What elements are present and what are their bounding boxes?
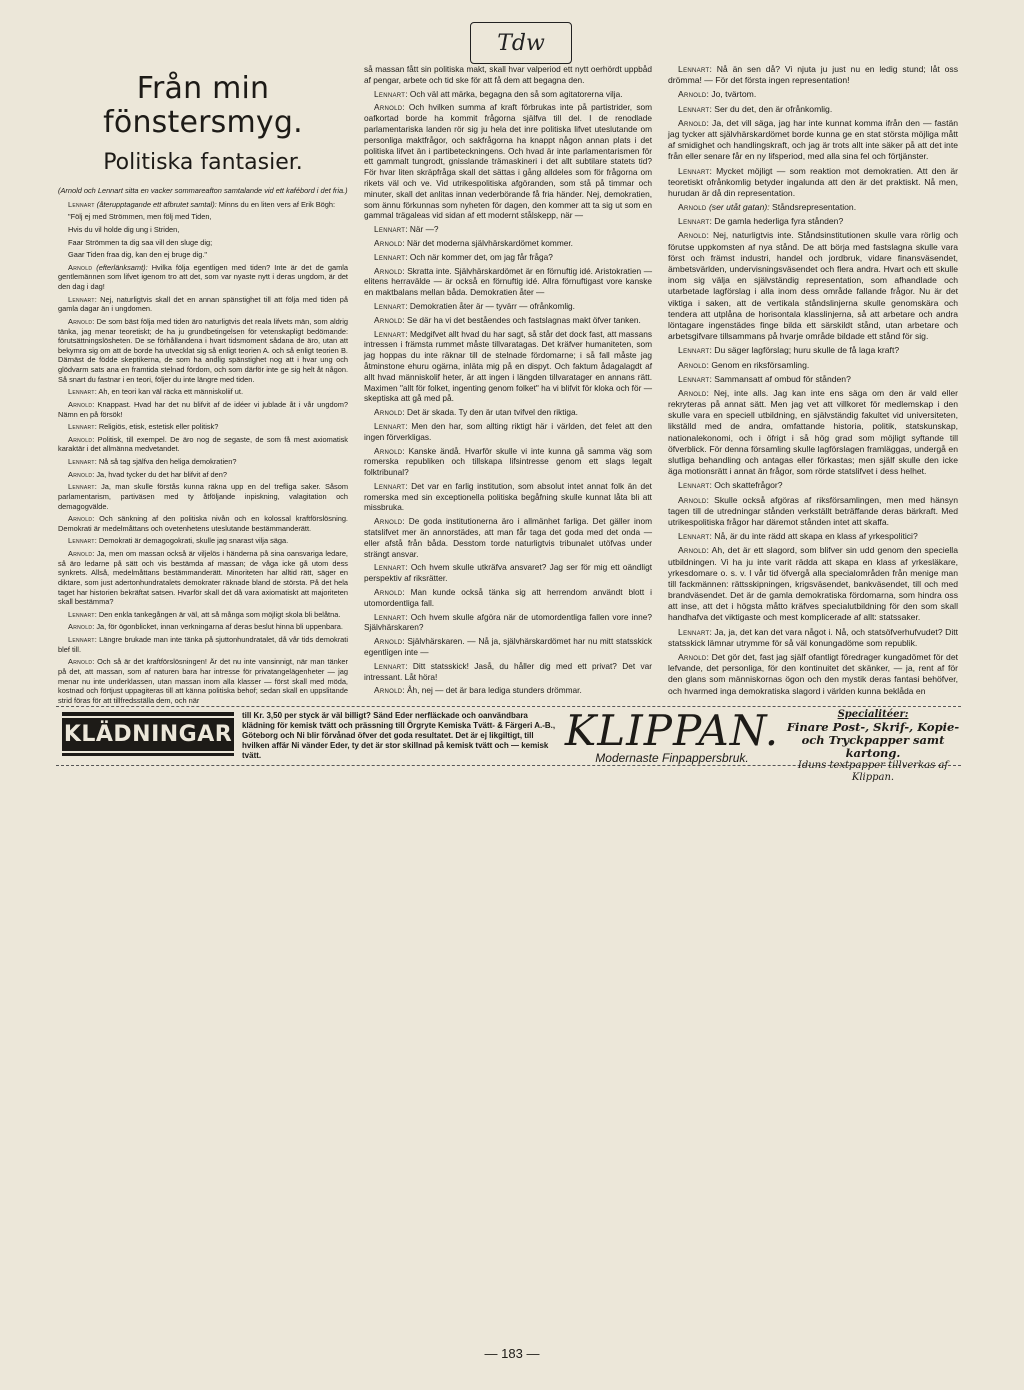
dialogue-paragraph: Lennart: Och skattefrågor? — [678, 480, 783, 491]
dialogue-text: De gamla hederliga fyra stånden? — [714, 216, 844, 227]
dialogue-text: Genom en riksförsamling. — [711, 359, 810, 370]
dialogue-text: Ja, hvad tycker du det har blifvit af den? — [96, 469, 228, 479]
speaker-name: Lennart — [68, 422, 95, 432]
dialogue-text: De som bäst följa med tiden äro naturligtvis det reala lifvets män, som aldrig tänka, jag menar teoretiskt; de ha ju grundbetingelsen för vetenskapligt bedömande: förutsättningslösheten. De se förhållandena i hvart tidsmoment sådana de äro, utan att bekymra sig om att de borde ha utvecklat sig så enligt teorien A. och så enligt teorien B. Därnäst de födde skeptikerna, de som ha andlig spänstighet nog att i hvar ung och glödvarm sats ana en framtida stelnad fördom, och som därför inte ge sig helt åt någon. Så snart du fastnar i en teori, följer du inte längre med tiden. — [58, 316, 348, 384]
dialogue-text: så massan fått sin politiska makt, skall hvar valperiod ett nytt oerhördt uppbåd af pengar, arbete och tid ske för att få dem att begagna den. — [364, 64, 652, 85]
dialogue-text: Hvilka följa egentligen med tiden? Inte är det de gamla gentlemännen som lifvet igenom tro att det, som var nyaste nytt i deras ungdom, är det den dag i dag! — [58, 262, 348, 291]
speaker-name: Lennart — [374, 328, 406, 339]
speaker-name: Arnold — [374, 445, 403, 456]
ad-klippan-specialities — [784, 709, 962, 784]
speaker-name: Arnold — [68, 316, 93, 326]
speaker-name: Arnold — [374, 314, 403, 325]
dialogue-text: Ah, det är ett slagord, som blifver sin udd genom den speciella utbildningen. Vi ha ju inte varit rädda att skapa en klass af yrkesläkare, yrkesdomare o. s. v. I vår tid öfvergå alla specialområden från menige man till fackmännen: rättsskipningen, krigsväsendet, bankväsendet, till och med brandväsendet. Det är de gamla demokratiska fördomarna, som hindra oss att inse, att det i högsta måtto kräfves specialutbildning för den som skall handhafva det viktigaste och mest komplicerade af allt: statssaker. — [668, 545, 958, 623]
dialogue-paragraph: Arnold: Kanske ändå. Hvarför skulle vi inte kunna gå samma väg som romerska republiken och tillskapa lifsintresse genom ett slags legalt folktribunal? — [364, 445, 652, 478]
speaker-name: Arnold — [68, 262, 93, 272]
dialogue-text: Medgifvet allt hvad du har sagt, så står det dock fast, att massans intressen i främsta rummet måste tillvaratagas. Det kräfver humaniteten, som jag hoppas du inte räknar till de stelnade fördomarne; i så fall måste jag åtminstone ehuru ogärna, inläta mig på en dispyt. Och faktum ådagalagdt af allt hvad människolif heter, är att ingen i längden tillvaratager en annans rätt. Maximen "allt för folket, ingenting genom folket" ha vi blifvit för kloka och för — skeptiska att gå med på. — [364, 328, 652, 404]
dialogue-paragraph: Arnold: Ja, det vill säga, jag har inte kunnat komma ifrån den — fastän jag tycker att självhärskardömet borde kunna ge en stat största möjliga mått af smidighet och handlingskraft, och jag är trots allt inte säker på att det inte från eller senare får en ny lifsperiod, med alla sina fel och förtjänster. — [668, 117, 959, 162]
speaker-name: Arnold — [678, 230, 707, 241]
speaker-name: Arnold — [678, 89, 707, 100]
advertisement-strip — [56, 706, 961, 783]
dialogue-text: Och väl att märka, begagna den så som agitatorerna vilja. — [409, 88, 623, 99]
dialogue-paragraph: Lennart: Nå än sen då? Vi njuta ju just nu en ledig stund; låt oss drömma! — För det första ingen representation! — [668, 64, 958, 86]
dialogue-text: Demokrati är demagogokrati, skulle jag snarast vilja säga. — [98, 536, 289, 546]
dialogue-text: Skulle också afgöras af riksförsamlingen, men med hänsyn tagen till de utredningar stånden verkställt beträffande deras bärkraft. Med utrikespolitiska frågor har däremot stånden intet att skaffa. — [668, 494, 959, 527]
speaker-name: Lennart — [678, 165, 710, 176]
dialogue-paragraph: Arnold: Nej, naturligtvis inte. Ståndsinstitutionen skulle vara rörlig och förutse uppkomsten af nya stånd. De att börja med fastslagna skulle vara först och främst industri, handel och jordbruk, vidare finansväsendet, ämbetsvärlden, undervisningsväsendet och flera andra. Hvart och ett skulle inom sig välja en självständig representation, som afhandlade och utarbetade lagförslag i alla inom dess område fallande frågor. Nu är det viktiga i saken, att de vertikala ståndslinjerna skulle genomskära och tendera att utplåna de horisontala klasslinjerna, så att arbetare och andra löntagare ingenstädes finge bilda ett särskildt stånd, utan arbetare och arbetsgifvare tillsammans på hvarje område bildade ett stånd för sig. — [668, 230, 958, 342]
speaker-name: Lennart — [678, 103, 710, 114]
speaker-name: Arnold — [68, 399, 93, 409]
dialogue-paragraph: Arnold: De som bäst följa med tiden äro naturligtvis det reala lifvets män, som aldrig tänka, jag menar teoretiskt; de ha ju grundbetingelsen för vetenskapligt bedömande: förutsättningslösheten. De se förhållandena i hvart tidsmoment sådana de äro, utan att bekymra sig om att de borde ha utvecklat sig så enligt teorien A. och så enligt teorien B. Därnäst de födde skeptikerna, de som ha andlig spänstighet nog att i hvar ung och glödvarm sats ana en framtida stelnad fördom, och som därför inte ge sig helt åt någon. Så snart du fastnar i en teori, följer du inte längre med tiden. — [58, 316, 348, 384]
speaker-name: Lennart — [68, 482, 95, 492]
ad-klippan-subtitle: Modernaste Finpappersbruk. — [595, 751, 749, 765]
speaker-name: Lennart — [678, 480, 710, 491]
dialogue-paragraph: Arnold: Genom en riksförsamling. — [678, 359, 810, 370]
article-intro: (Arnold och Lennart sitta en vacker sommareafton samtalande vid ett kafébord i det fria.) — [58, 186, 348, 195]
dialogue-text: Och hvilken summa af kraft förbrukas inte på partistrider, som oafkortad borde ha kommit frågorna själfva till del. I de renodlade parlamentariska landen rör sig ju hela det inre politiska lifvet uteslutande om personliga maktfrågor, och sakfrågorna ha knappt någon annan plats i det politiska lifvet än i partibeteckningens. Och hvad är inte parlamentarismen för ett gammalt tungrodt, gnisslande trämaskineri i det allt subtilare statets tid? För hvar liten skräpfråga skall det sättas i gång alldeles som för frågorna om rikets väl och ve. Vid utrikespolitiska afgöranden, som stå på timmar och minuter, skall det anlitas innan vederbörande få fria händer. Nej, demokratien, som ännu förkunnas som nyheten för dagen, den kommer att ta sig ut som en gammal trägaleas vid sidan af ett modernt stålskepp, när — — [364, 102, 652, 221]
speaker-name: Arnold — [678, 202, 707, 213]
speaker-name: Arnold — [678, 117, 707, 128]
dialogue-paragraph: Lennart: Ah, en teori kan väl räcka ett människoliif ut. — [68, 387, 244, 397]
dialogue-text: Och när kommer det, om jag får fråga? — [409, 251, 553, 262]
dialogue-paragraph: Arnold: Det gör det, fast jag själf ofantligt föredrager kungadömet för det lefvande, det personliga, för den kontinuitet det skänker, — ja, rent af för den glans som människornas ögon och den mystik deras fantasi behöfver, och hvarmed inga demokratiska slagord i världen kunna beklåda en — [668, 652, 958, 696]
speaker-name: Lennart — [678, 531, 710, 542]
dialogue-text: Knappast. Hvad har det nu blifvit af de idéer vi jublade åt i vår ungdom? Nämn en på försök! — [58, 399, 348, 419]
speaker-name: Arnold — [374, 102, 403, 113]
dialogue-paragraph: Lennart: Men den har, som allting riktigt här i världen, det felet att den ingen förverkligas. — [364, 420, 652, 442]
dialogue-text: Och hvem skulle utkräfva ansvaret? Jag ser för mig ett oändligt perspektiv af riksrätter. — [364, 562, 652, 584]
dialogue-paragraph: Arnold: När det moderna självhärskardömet kommer. — [374, 237, 573, 248]
dialogue-text: Nej, naturligtvis skall det en annan spänstighet till att följa med tiden på gamla dagar än i ungdomen. — [58, 294, 348, 314]
dialogue-text: Ja, man skulle förstås kunna räkna upp en del trefliga saker. Såsom parlamentarism, partiväsen med ty åtföljande inpiskning, valagitation och demagogvälde. — [58, 482, 348, 511]
dialogue-text: Nå än sen då? Vi njuta ju just nu en ledig stund; låt oss drömma! — För det första ingen representation! — [668, 64, 958, 86]
verse-line: Hvis du vil holde dig ung i Striden, — [68, 224, 180, 234]
dialogue-text: Det var en farlig institution, som absolut intet annat folk än det romerska med sin exceptionella politiska begåfning skulle kunnat låta bli att missbruka. — [364, 480, 652, 513]
dialogue-paragraph: Lennart: Ja, ja, det kan det vara något i. Nå, och statsöfverhufvudet? Ditt statsskick lämnar utrymme för så väl konungadöme som republik. — [668, 626, 959, 648]
dialogue-paragraph: Arnold: Politisk, till exempel. De äro nog de segaste, de som få mest axiomatisk karaktär i det allmänna medvetandet. — [58, 434, 348, 454]
dialogue-text: Politisk, till exempel. De äro nog de segaste, de som få mest axiomatisk karaktär i det allmänna medvetandet. — [58, 434, 348, 454]
dialogue-paragraph: Lennart: Religiös, etisk, estetisk eller politisk? — [68, 422, 219, 432]
dialogue-paragraph: Arnold: Knappast. Hvad har det nu blifvit af de idéer vi jublade åt i vår ungdom? Nämn en på försök! — [58, 399, 348, 419]
dialogue-text: Och så är det kraftförslösningen! Är det nu inte vansinnigt, när man tänker på det, att massan, som af naturen bara har intresse för privatangelägenheter — jag menar nu inte underklassen, utan massan inom alla klasser — först skall med möda, kostnad och förtjust uppagiteras till att känna politiska behof; sedan skall en uppslitande strid föras för att tillfredsställa dem, och när — [58, 657, 349, 705]
dialogue-text: När —? — [409, 224, 439, 235]
dialogue-paragraph: Lennart: Ditt statsskick! Jaså, du håller dig med ett privat? Det var intressant. Låt höra! — [364, 660, 652, 682]
stage-direction: (återupptagande ett afbrutet samtal): — [96, 199, 217, 209]
speaker-name: Arnold — [68, 657, 93, 667]
speaker-name: Arnold — [678, 359, 707, 370]
speaker-name: Arnold — [68, 514, 93, 524]
speaker-name: Lennart — [374, 611, 406, 622]
dialogue-text: Demokratien åter är — tyvärr — ofrånkomlig. — [409, 300, 575, 311]
dialogue-paragraph: Arnold: Jo, tvärtom. — [678, 89, 757, 100]
speaker-name: Lennart — [68, 294, 95, 304]
speaker-name: Lennart — [68, 387, 95, 397]
speaker-name: Lennart — [678, 373, 710, 384]
dialogue-paragraph: Lennart: Och hvem skulle utkräfva ansvaret? Jag ser för mig ett oändligt perspektiv af riksrätter. — [364, 562, 652, 584]
dialogue-paragraph: Arnold: Och så är det kraftförslösningen! Är det nu inte vansinnigt, när man tänker på det, att massan, som af naturen bara har intresse för privatangelägenheter — jag menar nu inte underklassen, utan massan inom alla klasser — först skall med möda, kostnad och förtjust uppagiteras till att känna politiska behof; sedan skall en uppslitande strid föras för att tillfredsställa dem, och när — [58, 657, 349, 705]
dialogue-text: Ja, det vill säga, jag har inte kunnat komma ifrån den — fastän jag tycker att självhärskardömet borde kunna ge en stat största möjliga mått af smidighet och handlingskraft, och jag är trots allt inte säker på att det inte från eller senare får en ny lifsperiod, med alla sina fel och förtjänster. — [668, 117, 959, 162]
dialogue-paragraph — [58, 200, 348, 210]
page-number: — 183 — — [484, 1346, 540, 1361]
speaker-name: Lennart — [678, 64, 710, 74]
speaker-name: Lennart — [374, 224, 406, 235]
dialogue-paragraph: Arnold: Åh, nej — det är bara lediga stunders drömmar. — [374, 685, 582, 696]
speaker-name: Lennart — [374, 480, 406, 491]
dialogue-paragraph: Lennart: Ser du det, den är ofrånkomlig. — [678, 103, 833, 114]
verse-line: Gaar Tiden fraa dig, kan den ej bruge dig." — [68, 250, 208, 260]
article-column-3 — [668, 64, 958, 700]
dialogue-block-2 — [364, 64, 652, 696]
speaker-name: Lennart — [678, 216, 710, 227]
dialogue-text: Man kunde också tänka sig att herrendom användt blott i utomordentliga fall. — [364, 587, 652, 608]
dialogue-text: Ditt statsskick! Jaså, du håller dig med ett privat? Det var intressant. Låt höra! — [364, 660, 652, 682]
dialogue-paragraph: Arnold: Se där ha vi det beståendes och fastslagnas makt öfver tanken. — [374, 314, 641, 325]
speaker-name: Arnold — [374, 265, 403, 276]
dialogue-text: Religiös, etisk, estetisk eller politisk? — [98, 422, 219, 432]
dialogue-paragraph: Lennart: De gamla hederliga fyra stånden? — [678, 216, 844, 227]
dialogue-text: Nej, naturligtvis inte. Ståndsinstitutionen skulle vara rörlig och förutse uppkomsten af nya stånd. De att börja med fastslagna skulle vara först och främst industri, handel och jordbruk, vidare finansväsendet, ämbetsvärlden, undervisningsväsendet och flera andra. Hvart och ett skulle inom sig välja en självständig representation, som afhandlade och utarbetade lagförslag i alla inom dess område fallande frågor. Nu är det viktiga i saken, att de vertikala ståndslinjerna skulle genomskära och tendera att utplåna de horisontala klasslinjerna, så att arbetare och andra löntagare ingenstädes finge bilda ett särskildt stånd, utan arbetare och arbetsgifvare tillsammans på hvarje område bildade ett stånd för sig. — [668, 230, 958, 342]
stage-direction: (ser utåt gatan): — [708, 202, 770, 213]
speaker-name: Lennart — [678, 345, 710, 356]
speaker-name: Lennart — [68, 199, 95, 209]
speaker-name: Arnold — [68, 469, 93, 479]
speaker-name: Lennart — [374, 88, 406, 99]
stage-direction: (efterlänksamt): — [96, 262, 148, 272]
speaker-name: Arnold — [68, 549, 93, 558]
dialogue-text: Ah, en teori kan väl räcka ett människoliif ut. — [98, 387, 244, 397]
signature-stamp — [470, 22, 572, 64]
speaker-name: Lennart — [374, 562, 406, 573]
dialogue-text: Självhärskaren. — Nå ja, självhärskardömet har nu mitt statsskick egentligen inte — — [364, 636, 652, 658]
dialogue-paragraph: Arnold: Ja, men om massan också är viljelös i händerna på sina oansvariga ledare, så äro ledarne på sätt och vis bestämda af massan; de våga icke gå utom dess synkrets. Allså, medelmåttans bestämmanderätt. Minoriteten har alltid rätt, säger en diktare, som just adertonhundratalets demokrater räknade bland de största. På det hela taget har historien bekräftat satsen. Hvarför skall det då vara axiomatiskt att majoriteten skall bestämma? — [58, 549, 348, 607]
speaker-name: Arnold — [678, 494, 707, 505]
dialogue-paragraph: Lennart: När —? — [374, 224, 439, 235]
speaker-name: Arnold — [68, 622, 93, 632]
speaker-name: Lennart — [374, 660, 406, 671]
speaker-name: Lennart — [68, 536, 95, 546]
dialogue-text: Åh, nej — det är bara lediga stunders drömmar. — [406, 685, 582, 696]
dialogue-text: Jo, tvärtom. — [711, 89, 757, 100]
dialogue-paragraph: Arnold: Man kunde också tänka sig att herrendom användt blott i utomordentliga fall. — [364, 587, 652, 608]
signature-text: Tdw — [497, 30, 545, 56]
speaker-name: Arnold — [678, 652, 707, 662]
dialogue-paragraph: Lennart: Ja, man skulle förstås kunna räkna upp en del trefliga saker. Såsom parlamentarism, partiväsen med ty åtföljande inpiskning, valagitation och demagogvälde. — [58, 482, 348, 511]
dialogue-text: Ja, för ögonblicket, innan verkningarna af deras beslut hinna bli uppenbara. — [96, 622, 343, 632]
dialogue-paragraph: Arnold: Och sänkning af den politiska nivån och en kolossal kraftförslösning. Demokrati är medelmåttans och ovetenhetens uteslutande bestämmanderätt. — [58, 514, 348, 533]
dialogue-paragraph — [58, 263, 348, 292]
dialogue-block-1 — [58, 200, 348, 706]
dialogue-text: Längre brukade man inte tänka på sjuttonhundratalet, då vår tids demokrati blef till. — [58, 635, 348, 654]
dialogue-paragraph: Lennart: Medgifvet allt hvad du har sagt, så står det dock fast, att massans intressen i främsta rummet måste tillvaratagas. Det kräfver humaniteten, som jag hoppas du inte räknar till de stelnade fördomarne; i så fall måste jag åtminstone ehuru ogärna, inläta mig på en dispyt. Och faktum ådagalagdt af allt hvad människolif heter, är att ingen i längden tillvaratager en annans rätt. Maximen "allt för folket, ingenting genom folket" ha vi blifvit för kloka och för — skeptiska att gå med på. — [364, 328, 652, 404]
speaker-name: Arnold — [678, 387, 707, 398]
speaker-name: Arnold — [374, 587, 403, 598]
dialogue-text: Du säger lagförslag; huru skulle de få laga kraft? — [714, 345, 900, 356]
dialogue-text: Det är skada. Ty den är utan tvifvel den riktiga. — [406, 407, 578, 418]
dialogue-paragraph: Arnold: Ja, hvad tycker du det har blifvit af den? — [68, 469, 228, 479]
ad-klippan-title: KLIPPAN. — [564, 706, 780, 755]
dialogue-text: Mycket möjligt — som reaktion mot demokratien. Att den är teoretiskt ofrånkomlig betyder ingalunda att den är det praktiskt. Nå men, hurudan är då din representation. — [668, 165, 958, 198]
speaker-name: Lennart — [374, 420, 406, 431]
dialogue-paragraph: Lennart: Nej, naturligtvis skall det en annan spänstighet till att följa med tiden på gamla dagar än i ungdomen. — [58, 294, 348, 314]
dialogue-paragraph: Arnold: Skulle också afgöras af riksförsamlingen, men med hänsyn tagen till de utredningar stånden verkställt beträffande deras bärkraft. Med utrikespolitiska frågor har däremot stånden intet att skaffa. — [668, 494, 959, 527]
dialogue-text: Nej, inte alls. Jag kan inte ens säga om den är vald eller rekryteras på annat sätt. Men jag vet att villkoret för medlemskap i den skulle vara en speciell utbildning, en självständig fakultet vid universiteten, likställd med de andra, omfattande historia, politik, statskunskap, nationalekonomi, och i öfrigt i så hög grad som möjligt syftande till öfverblick. För denna församling skulle lagförslagen framläggas, undergå en slutliga behandling och antagas eller förkastas; men själf skulle den icke äga motionsrätt i annat än frågor, som rörde statslifvet i dess helhet. — [668, 387, 958, 477]
ad-klippan — [564, 706, 780, 765]
speaker-name: Arnold — [374, 685, 403, 696]
speaker-name: Lennart — [68, 635, 95, 644]
article-column-1 — [58, 68, 348, 708]
dialogue-text: Skrattа inte. Självhärskardömet är en förnuftig idé. Aristokratien — elitens herravälde — är också en förnuftig idé. Allra förnuftigast vore kanske en maktbalans mellan båda. Demokratien åter — — [364, 265, 652, 298]
dialogue-paragraph — [364, 64, 652, 86]
dialogue-text: Och sänkning af den politiska nivån och en kolossal kraftförslösning. Demokrati är medelmåttans och ovetenhetens uteslutande bestämmanderätt. — [58, 514, 348, 533]
ad-specialities-heading: Specialitéer: — [837, 709, 909, 720]
dialogue-paragraph: Lennart: Demokrati är demagogokrati, skulle jag snarast vilja säga. — [68, 536, 289, 546]
verse-line: "Följ ej med Strömmen, men följ med Tiden, — [68, 212, 212, 222]
speaker-name: Arnold — [374, 516, 403, 527]
ad-kladningar-logo — [62, 712, 234, 756]
dialogue-paragraph — [668, 202, 958, 213]
ad-specialities-note: Iduns textpapper tillverkas af Klippan. — [797, 760, 949, 783]
verse-line: Faar Strömmen ta dig saa vill den sluge dig; — [68, 237, 213, 247]
dialogue-paragraph: Lennart: Demokratien åter är — tyvärr — ofrånkomlig. — [374, 300, 575, 311]
dialogue-paragraph: Arnold: Och hvilken summa af kraft förbrukas inte på partistrider, som oafkortad borde ha kommit frågorna själfva till del. I de renodlade parlamentariska landen rör sig ju hela det inre politiska lifvet uteslutande om personliga maktfrågor, och sakfrågorna ha knappt någon annan plats i det politiska lifvet än i partibeteckningens. Och hvad är inte parlamentarismen för ett gammalt tungrodt, gnisslande trämaskineri i det allt subtilare statets tid? För hvar liten skräpfråga skall det sättas i gång alldeles som för frågorna om rikets väl och ve. Vid utrikespolitiska afgöranden, som stå på timmar och minuter, skall det anlitas innan vederbörande få fria händer. Nej, demokratien, som ännu förkunnas som nyheten för dagen, den kommer att ta sig ut som en gammal trägaleas vid sidan af ett modernt stålskepp, när — — [364, 102, 652, 221]
speaker-name: Arnold — [678, 545, 707, 556]
speaker-name: Lennart — [374, 251, 406, 262]
dialogue-text: Men den har, som allting riktigt här i världen, det felet att den ingen förverkligas. — [364, 420, 652, 442]
article-subtitle: Politiska fantasier. — [103, 150, 303, 175]
dialogue-paragraph: Arnold: Nej, inte alls. Jag kan inte ens säga om den är vald eller rekryteras på annat sätt. Men jag vet att villkoret för medlemskap i den skulle vara en speciell utbildning, en självständig fakultet vid universiteten, likställd med de andra, omfattande historia, politik, statskunskap, nationalekonomi, och i öfrigt i så hög grad som möjligt syftande till öfverblick. För denna församling skulle lagförslagen framläggas, undergå en slutliga behandling och antagas eller förkastas; men själf skulle den icke äga motionsrätt i annat än frågor, som rörde statslifvet i dess helhet. — [668, 387, 958, 477]
dialogue-paragraph: Lennart: Du säger lagförslag; huru skulle de få laga kraft? — [678, 345, 900, 356]
dialogue-text: Ja, men om massan också är viljelös i händerna på sina oansvariga ledare, så äro ledarne på sätt och vis bestämda af massan; de våga icke gå utom dess synkrets. Allså, medelmåttans bestämmanderätt. Minoriteten har alltid rätt, säger en diktare, som just adertonhundratalets demokrater räknade bland de största. På det hela taget har historien bekräftat satsen. Hvarför skall det då vara axiomatiskt att majoriteten skall bestämma? — [58, 549, 348, 607]
speaker-name: Arnold — [374, 636, 403, 647]
speaker-name: Lennart — [68, 457, 95, 466]
dialogue-text: Kanske ändå. Hvarför skulle vi inte kunna gå samma väg som romerska republiken och tillskapa lifsintresse genom ett slags legalt folktribunal? — [364, 445, 652, 478]
dialogue-block-3 — [668, 64, 958, 697]
dialogue-paragraph: Arnold: Det är skada. Ty den är utan tvifvel den riktiga. — [374, 407, 578, 418]
dialogue-paragraph: Arnold: Ja, för ögonblicket, innan verkningarna af deras beslut hinna bli uppenbara. — [68, 622, 343, 632]
dialogue-paragraph: Lennart: Mycket möjligt — som reaktion mot demokratien. Att den är teoretiskt ofrånkomlig betyder ingalunda att den är det praktiskt. Nå men, hurudan är då din representation. — [668, 165, 958, 198]
dialogue-text: Se där ha vi det beståendes och fastslagnas makt öfver tanken. — [406, 314, 641, 325]
dialogue-paragraph: Lennart: Nå, är du inte rädd att skapa en klass af yrkespolitici? — [678, 531, 918, 542]
dialogue-paragraph: Arnold: Skrattа inte. Självhärskardömet är en förnuftig idé. Aristokratien — elitens herravälde — är också en förnuftig idé. Allra förnuftigast vore kanske en maktbalans mellan båda. Demokratien åter — — [364, 265, 652, 298]
dialogue-paragraph: Lennart: Och hvem skulle afgöra när de utomordentliga fallen vore inne? Självhärskaren? — [364, 611, 652, 633]
ad-specialities-list: Finare Post-, Skrif-, Kopie- och Tryckpapper samt kartong. — [786, 720, 960, 760]
dialogue-text: Ståndsrepresentation. — [772, 202, 857, 213]
dialogue-paragraph: Lennart: Det var en farlig institution, som absolut intet annat folk än det romerska med sin exceptionella politiska begåfning skulle kunnat låta bli att missbruka. — [364, 480, 652, 513]
dialogue-text: De goda institutionerna äro i allmänhet farliga. Det gäller inom statslifvet mer än annorstädes, att man får taga det goda med det onda — eller afstå från båda. Desstom torde naturligtvis tribunalet utöfvas under strängt ansvar. — [364, 516, 652, 559]
dialogue-paragraph: Lennart: Och när kommer det, om jag får fråga? — [374, 251, 553, 262]
speaker-name: Lennart — [374, 300, 406, 311]
dialogue-text: När det moderna självhärskardömet kommer. — [406, 237, 573, 248]
dialogue-paragraph: Lennart: Nå så tag själfva den heliga demokratien? — [68, 457, 237, 466]
speaker-name: Arnold — [374, 237, 403, 248]
dialogue-text: Och hvem skulle afgöra när de utomordentliga fallen vore inne? Självhärskaren? — [364, 611, 652, 633]
dialogue-text: Ja, ja, det kan det vara något i. Nå, och statsöfverhufvudet? Ditt statsskick lämnar utrymme för så väl konungadöme som republik. — [668, 626, 959, 648]
speaker-name: Arnold — [68, 434, 93, 444]
speaker-name: Lennart — [68, 609, 95, 619]
dialogue-paragraph: Lennart: Och väl att märka, begagna den så som agitatorerna vilja. — [374, 88, 623, 99]
article-title: Från min fönstersmyg. — [103, 71, 303, 140]
dialogue-paragraph: Arnold: Självhärskaren. — Nå ja, självhärskardömet har nu mitt statsskick egentligen inte — — [364, 636, 652, 658]
ad-kladningar-title: KLÄDNINGAR — [56, 716, 240, 753]
dialogue-paragraph: Lennart: Längre brukade man inte tänka på sjuttonhundratalet, då vår tids demokrati blef till. — [58, 635, 348, 654]
dialogue-paragraph: Arnold: Ah, det är ett slagord, som blifver sin udd genom den speciella utbildningen. Vi ha ju inte varit rädda att skapa en klass af yrkesläkare, yrkesdomare o. s. v. I vår tid öfvergå alla specialområden från menige man till fackmännen: rättsskipningen, krigsväsendet, bankväsendet, till och med brandväsendet. Det är de gamla demokratiska fördomarna, som hindra oss att inse, att det i högsta måtto kräfves specialutbildning för den som skall handhafva det viktigaste och mest komplicerade af allt: statssaker. — [668, 545, 958, 623]
dialogue-text: Ser du det, den är ofrånkomlig. — [714, 103, 833, 114]
ad-kladningar-text: till Kr. 3,50 per styck är väl billigt? Sänd Eder nerfläckade och oanvändbara klädning för kemisk tvätt och prässning till Örgryte Kemiska Tvätt- & Färgeri A.-B., Göteborg och Ni blir förvånad öfver det goda resultatet. Det är ej likgiltigt, till hvilken affär Ni vänder Eder, ty det är stor skillnad på kemisk tvätt och — kemisk tvätt. — [242, 711, 556, 760]
dialogue-text: Minns du en liten vers af Erik Bögh: — [218, 199, 336, 209]
dialogue-text: Nå, är du inte rädd att skapa en klass af yrkespolitici? — [714, 531, 918, 542]
dialogue-text: Och skattefrågor? — [714, 480, 783, 491]
dialogue-paragraph: Lennart: Sammansatt af ombud för stånden? — [678, 373, 851, 384]
dialogue-paragraph: Arnold: De goda institutionerna äro i allmänhet farliga. Det gäller inom statslifvet mer än annorstädes, att man får taga det goda med det onda — eller afstå från båda. Desstom torde naturligtvis tribunalet utöfvas under strängt ansvar. — [364, 516, 652, 559]
dialogue-text: Sammansatt af ombud för stånden? — [714, 373, 851, 384]
dialogue-paragraph: Lennart: Den enkla tankegången är väl, att så många som möjligt skola bli belåtna. — [68, 609, 341, 619]
dialogue-text: Det gör det, fast jag själf ofantligt föredrager kungadömet för det lefvande, det personliga, för den kontinuitet det skänker, — ja, rent af för den glans som människornas ögon och den mystik deras fantasi behöfver, och hvarmed inga demokratiska slagord i världen kunna beklåda en — [668, 652, 958, 696]
article-column-2 — [364, 64, 652, 699]
dialogue-text: Den enkla tankegången är väl, att så många som möjligt skola bli belåtna. — [98, 609, 341, 619]
dialogue-text: Nå så tag själfva den heliga demokratien? — [98, 457, 237, 466]
speaker-name: Arnold — [374, 407, 403, 418]
speaker-name: Lennart — [678, 626, 710, 637]
